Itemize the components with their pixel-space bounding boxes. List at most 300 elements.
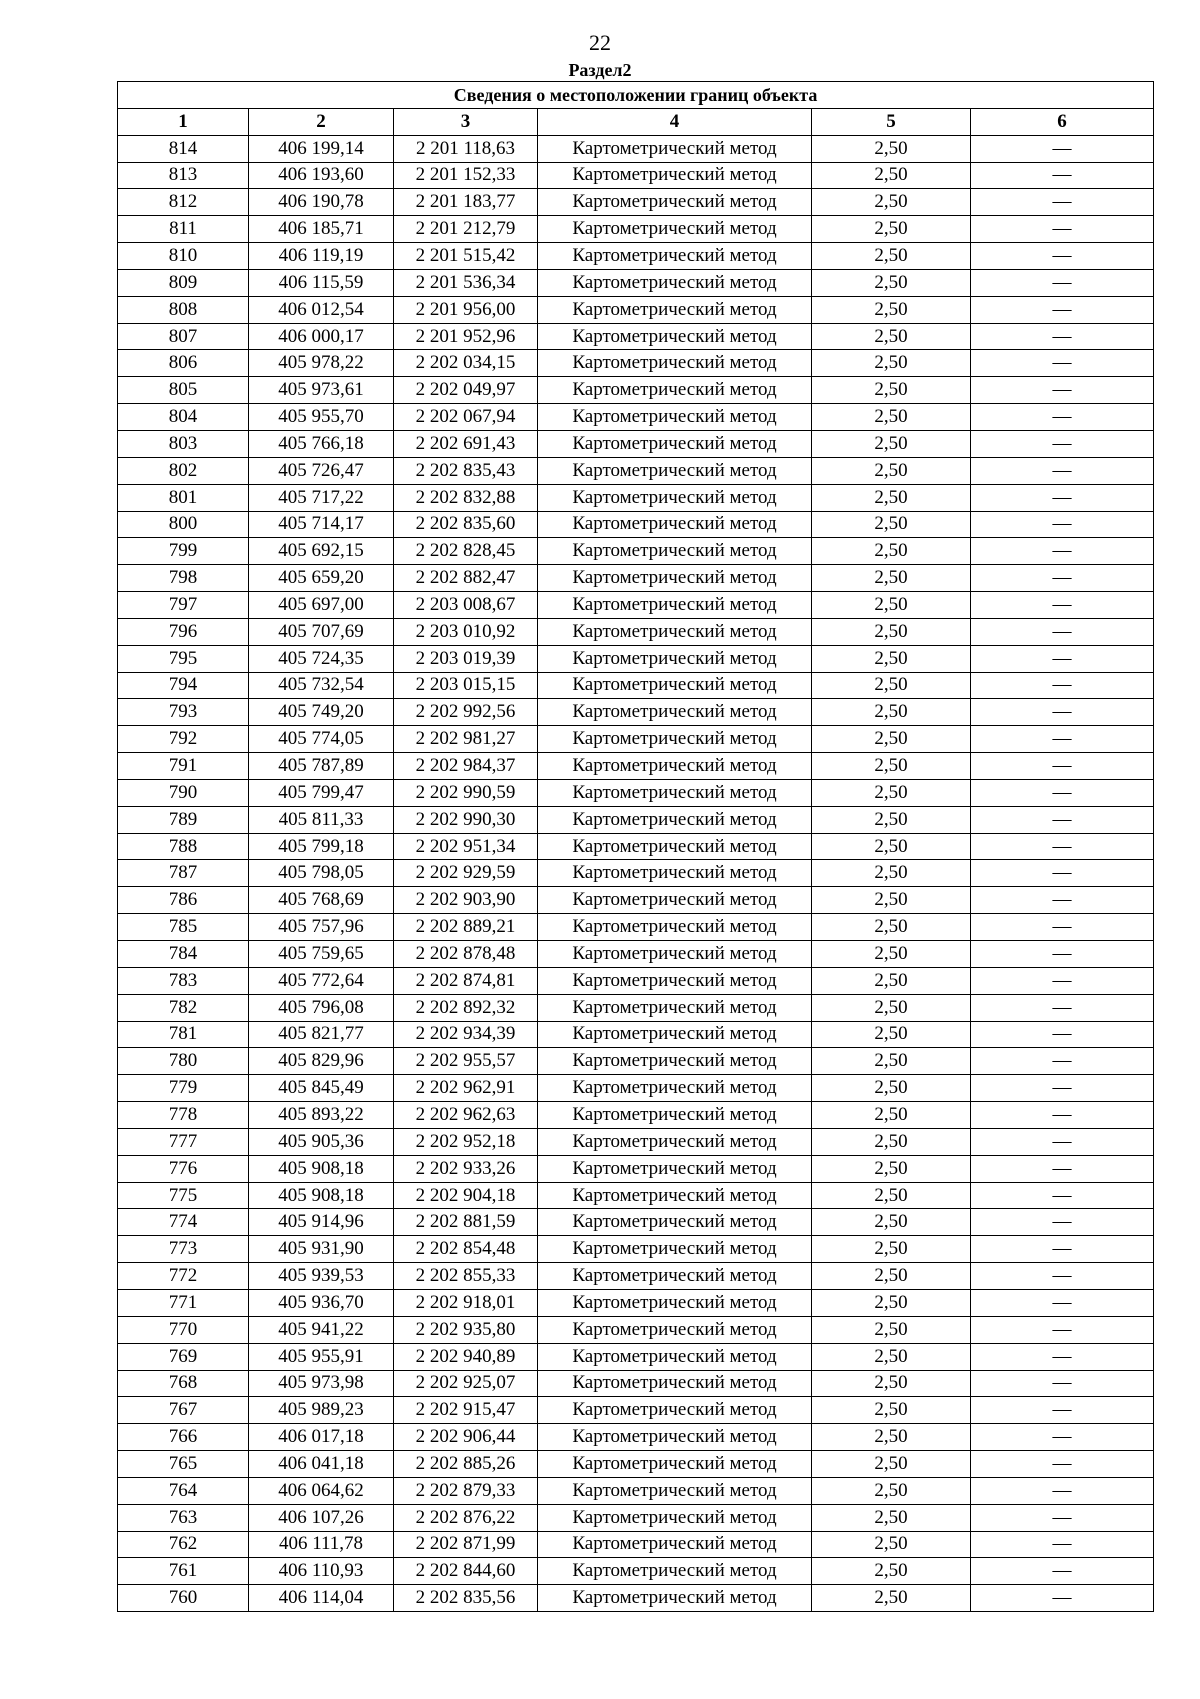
table-row [118, 699, 1154, 726]
method-cell: Картометрический метод [538, 484, 812, 511]
accuracy-cell: 2,50 [812, 645, 971, 672]
y-coordinate-cell: 2 202 906,44 [394, 1424, 538, 1451]
accuracy-cell: 2,50 [812, 243, 971, 270]
y-coordinate-cell: 2 202 981,27 [394, 726, 538, 753]
table-row [118, 941, 1154, 968]
y-coordinate-cell: 2 202 879,33 [394, 1477, 538, 1504]
x-coordinate-cell: 406 012,54 [249, 296, 394, 323]
y-coordinate-cell: 2 202 835,43 [394, 457, 538, 484]
column-header: 5 [812, 108, 971, 135]
y-coordinate-cell: 2 201 536,34 [394, 269, 538, 296]
y-coordinate-cell: 2 202 691,43 [394, 430, 538, 457]
description-cell: — [971, 538, 1154, 565]
description-cell: — [971, 833, 1154, 860]
y-coordinate-cell: 2 203 019,39 [394, 645, 538, 672]
x-coordinate-cell: 405 893,22 [249, 1102, 394, 1129]
y-coordinate-cell: 2 201 515,42 [394, 243, 538, 270]
table-row [118, 1048, 1154, 1075]
point-number-cell: 776 [118, 1155, 249, 1182]
table-row [118, 565, 1154, 592]
accuracy-cell: 2,50 [812, 1209, 971, 1236]
x-coordinate-cell: 405 732,54 [249, 672, 394, 699]
table-row [118, 1477, 1154, 1504]
accuracy-cell: 2,50 [812, 1075, 971, 1102]
accuracy-cell: 2,50 [812, 1289, 971, 1316]
method-cell: Картометрический метод [538, 511, 812, 538]
description-cell: — [971, 699, 1154, 726]
method-cell: Картометрический метод [538, 1128, 812, 1155]
point-number-cell: 784 [118, 941, 249, 968]
x-coordinate-cell: 405 774,05 [249, 726, 394, 753]
point-number-cell: 789 [118, 806, 249, 833]
point-number-cell: 778 [118, 1102, 249, 1129]
table-row [118, 377, 1154, 404]
method-cell: Картометрический метод [538, 1289, 812, 1316]
method-cell: Картометрический метод [538, 565, 812, 592]
accuracy-cell: 2,50 [812, 484, 971, 511]
point-number-cell: 787 [118, 860, 249, 887]
x-coordinate-cell: 405 989,23 [249, 1397, 394, 1424]
x-coordinate-cell: 405 941,22 [249, 1316, 394, 1343]
description-cell: — [971, 296, 1154, 323]
y-coordinate-cell: 2 201 118,63 [394, 135, 538, 162]
accuracy-cell: 2,50 [812, 1451, 971, 1478]
column-header: 1 [118, 108, 249, 135]
y-coordinate-cell: 2 202 984,37 [394, 753, 538, 780]
x-coordinate-cell: 405 955,91 [249, 1343, 394, 1370]
table-row [118, 1424, 1154, 1451]
description-cell: — [971, 779, 1154, 806]
point-number-cell: 764 [118, 1477, 249, 1504]
method-cell: Картометрический метод [538, 1075, 812, 1102]
method-cell: Картометрический метод [538, 1558, 812, 1585]
description-cell: — [971, 189, 1154, 216]
description-cell: — [971, 1102, 1154, 1129]
x-coordinate-cell: 405 798,05 [249, 860, 394, 887]
method-cell: Картометрический метод [538, 162, 812, 189]
x-coordinate-cell: 405 973,98 [249, 1370, 394, 1397]
x-coordinate-cell: 405 978,22 [249, 350, 394, 377]
method-cell: Картометрический метод [538, 377, 812, 404]
method-cell: Картометрический метод [538, 1182, 812, 1209]
description-cell: — [971, 457, 1154, 484]
accuracy-cell: 2,50 [812, 162, 971, 189]
method-cell: Картометрический метод [538, 833, 812, 860]
x-coordinate-cell: 405 829,96 [249, 1048, 394, 1075]
table-row [118, 1316, 1154, 1343]
table-row [118, 189, 1154, 216]
point-number-cell: 768 [118, 1370, 249, 1397]
description-cell: — [971, 1021, 1154, 1048]
table-row [118, 1155, 1154, 1182]
method-cell: Картометрический метод [538, 753, 812, 780]
x-coordinate-cell: 405 845,49 [249, 1075, 394, 1102]
method-cell: Картометрический метод [538, 538, 812, 565]
x-coordinate-cell: 405 936,70 [249, 1289, 394, 1316]
description-cell: — [971, 618, 1154, 645]
x-coordinate-cell: 406 000,17 [249, 323, 394, 350]
point-number-cell: 804 [118, 404, 249, 431]
y-coordinate-cell: 2 201 212,79 [394, 216, 538, 243]
table-row [118, 860, 1154, 887]
table-row [118, 1128, 1154, 1155]
description-cell: — [971, 753, 1154, 780]
table-row [118, 914, 1154, 941]
method-cell: Картометрический метод [538, 592, 812, 619]
description-cell: — [971, 994, 1154, 1021]
table-row [118, 672, 1154, 699]
description-cell: — [971, 1451, 1154, 1478]
x-coordinate-cell: 405 692,15 [249, 538, 394, 565]
y-coordinate-cell: 2 202 889,21 [394, 914, 538, 941]
method-cell: Картометрический метод [538, 1263, 812, 1290]
point-number-cell: 767 [118, 1397, 249, 1424]
method-cell: Картометрический метод [538, 967, 812, 994]
point-number-cell: 802 [118, 457, 249, 484]
x-coordinate-cell: 405 914,96 [249, 1209, 394, 1236]
accuracy-cell: 2,50 [812, 1424, 971, 1451]
description-cell: — [971, 1370, 1154, 1397]
accuracy-cell: 2,50 [812, 1128, 971, 1155]
x-coordinate-cell: 405 759,65 [249, 941, 394, 968]
point-number-cell: 808 [118, 296, 249, 323]
page-number: 22 [589, 30, 611, 55]
accuracy-cell: 2,50 [812, 994, 971, 1021]
point-number-cell: 813 [118, 162, 249, 189]
x-coordinate-cell: 405 908,18 [249, 1155, 394, 1182]
point-number-cell: 763 [118, 1504, 249, 1531]
accuracy-cell: 2,50 [812, 726, 971, 753]
y-coordinate-cell: 2 202 904,18 [394, 1182, 538, 1209]
table-row [118, 538, 1154, 565]
point-number-cell: 773 [118, 1236, 249, 1263]
description-cell: — [971, 1236, 1154, 1263]
table-row [118, 833, 1154, 860]
point-number-cell: 777 [118, 1128, 249, 1155]
point-number-cell: 792 [118, 726, 249, 753]
accuracy-cell: 2,50 [812, 404, 971, 431]
method-cell: Картометрический метод [538, 779, 812, 806]
y-coordinate-cell: 2 202 882,47 [394, 565, 538, 592]
point-number-cell: 760 [118, 1585, 249, 1612]
accuracy-cell: 2,50 [812, 592, 971, 619]
point-number-cell: 762 [118, 1531, 249, 1558]
point-number-cell: 796 [118, 618, 249, 645]
description-cell: — [971, 1263, 1154, 1290]
y-coordinate-cell: 2 202 049,97 [394, 377, 538, 404]
accuracy-cell: 2,50 [812, 1155, 971, 1182]
point-number-cell: 803 [118, 430, 249, 457]
accuracy-cell: 2,50 [812, 779, 971, 806]
y-coordinate-cell: 2 202 878,48 [394, 941, 538, 968]
accuracy-cell: 2,50 [812, 1316, 971, 1343]
table-row [118, 1236, 1154, 1263]
method-cell: Картометрический метод [538, 1102, 812, 1129]
method-cell: Картометрический метод [538, 430, 812, 457]
x-coordinate-cell: 406 199,14 [249, 135, 394, 162]
table-row [118, 1397, 1154, 1424]
method-cell: Картометрический метод [538, 323, 812, 350]
method-cell: Картометрический метод [538, 699, 812, 726]
method-cell: Картометрический метод [538, 1585, 812, 1612]
y-coordinate-cell: 2 202 892,32 [394, 994, 538, 1021]
description-cell: — [971, 135, 1154, 162]
method-cell: Картометрический метод [538, 994, 812, 1021]
x-coordinate-cell: 406 119,19 [249, 243, 394, 270]
accuracy-cell: 2,50 [812, 1477, 971, 1504]
table-row [118, 457, 1154, 484]
point-number-cell: 810 [118, 243, 249, 270]
x-coordinate-cell: 405 697,00 [249, 592, 394, 619]
method-cell: Картометрический метод [538, 672, 812, 699]
table-row [118, 404, 1154, 431]
y-coordinate-cell: 2 203 010,92 [394, 618, 538, 645]
description-cell: — [971, 1155, 1154, 1182]
table-row [118, 1531, 1154, 1558]
accuracy-cell: 2,50 [812, 538, 971, 565]
y-coordinate-cell: 2 202 935,80 [394, 1316, 538, 1343]
x-coordinate-cell: 405 931,90 [249, 1236, 394, 1263]
y-coordinate-cell: 2 202 855,33 [394, 1263, 538, 1290]
accuracy-cell: 2,50 [812, 135, 971, 162]
method-cell: Картометрический метод [538, 1155, 812, 1182]
point-number-cell: 771 [118, 1289, 249, 1316]
description-cell: — [971, 1504, 1154, 1531]
point-number-cell: 807 [118, 323, 249, 350]
accuracy-cell: 2,50 [812, 699, 971, 726]
point-number-cell: 779 [118, 1075, 249, 1102]
table-row [118, 618, 1154, 645]
point-number-cell: 781 [118, 1021, 249, 1048]
description-cell: — [971, 1585, 1154, 1612]
table-row [118, 1182, 1154, 1209]
table-row [118, 1504, 1154, 1531]
section-title: Раздел2 [568, 60, 632, 80]
table-row [118, 430, 1154, 457]
x-coordinate-cell: 405 796,08 [249, 994, 394, 1021]
method-cell: Картометрический метод [538, 1048, 812, 1075]
point-number-cell: 799 [118, 538, 249, 565]
description-cell: — [971, 323, 1154, 350]
x-coordinate-cell: 405 757,96 [249, 914, 394, 941]
table-row [118, 269, 1154, 296]
table-row [118, 887, 1154, 914]
x-coordinate-cell: 405 749,20 [249, 699, 394, 726]
accuracy-cell: 2,50 [812, 511, 971, 538]
point-number-cell: 809 [118, 269, 249, 296]
method-cell: Картометрический метод [538, 1316, 812, 1343]
y-coordinate-cell: 2 202 915,47 [394, 1397, 538, 1424]
x-coordinate-cell: 405 908,18 [249, 1182, 394, 1209]
x-coordinate-cell: 405 707,69 [249, 618, 394, 645]
accuracy-cell: 2,50 [812, 216, 971, 243]
y-coordinate-cell: 2 202 933,26 [394, 1155, 538, 1182]
point-number-cell: 765 [118, 1451, 249, 1478]
y-coordinate-cell: 2 201 952,96 [394, 323, 538, 350]
x-coordinate-cell: 405 659,20 [249, 565, 394, 592]
accuracy-cell: 2,50 [812, 887, 971, 914]
accuracy-cell: 2,50 [812, 833, 971, 860]
method-cell: Картометрический метод [538, 1236, 812, 1263]
column-number-row [118, 108, 1154, 135]
description-cell: — [971, 1075, 1154, 1102]
x-coordinate-cell: 406 193,60 [249, 162, 394, 189]
description-cell: — [971, 967, 1154, 994]
description-cell: — [971, 1343, 1154, 1370]
x-coordinate-cell: 405 724,35 [249, 645, 394, 672]
description-cell: — [971, 1182, 1154, 1209]
x-coordinate-cell: 406 017,18 [249, 1424, 394, 1451]
method-cell: Картометрический метод [538, 860, 812, 887]
y-coordinate-cell: 2 202 844,60 [394, 1558, 538, 1585]
table-row [118, 296, 1154, 323]
method-cell: Картометрический метод [538, 1531, 812, 1558]
y-coordinate-cell: 2 202 835,60 [394, 511, 538, 538]
accuracy-cell: 2,50 [812, 1370, 971, 1397]
point-number-cell: 788 [118, 833, 249, 860]
table-row [118, 1102, 1154, 1129]
y-coordinate-cell: 2 202 832,88 [394, 484, 538, 511]
point-number-cell: 769 [118, 1343, 249, 1370]
description-cell: — [971, 887, 1154, 914]
column-header: 6 [971, 108, 1154, 135]
table-row [118, 1558, 1154, 1585]
accuracy-cell: 2,50 [812, 296, 971, 323]
y-coordinate-cell: 2 202 034,15 [394, 350, 538, 377]
description-cell: — [971, 860, 1154, 887]
table-row [118, 1209, 1154, 1236]
description-cell: — [971, 726, 1154, 753]
method-cell: Картометрический метод [538, 269, 812, 296]
point-number-cell: 793 [118, 699, 249, 726]
table-row [118, 1343, 1154, 1370]
accuracy-cell: 2,50 [812, 350, 971, 377]
method-cell: Картометрический метод [538, 1424, 812, 1451]
point-number-cell: 772 [118, 1263, 249, 1290]
x-coordinate-cell: 405 821,77 [249, 1021, 394, 1048]
point-number-cell: 761 [118, 1558, 249, 1585]
table-row [118, 162, 1154, 189]
method-cell: Картометрический метод [538, 1021, 812, 1048]
method-cell: Картометрический метод [538, 1343, 812, 1370]
description-cell: — [971, 162, 1154, 189]
accuracy-cell: 2,50 [812, 457, 971, 484]
boundary-coordinates-table [117, 81, 1154, 1612]
table-row [118, 592, 1154, 619]
table-row [118, 753, 1154, 780]
method-cell: Картометрический метод [538, 350, 812, 377]
y-coordinate-cell: 2 202 918,01 [394, 1289, 538, 1316]
description-cell: — [971, 484, 1154, 511]
x-coordinate-cell: 405 714,17 [249, 511, 394, 538]
y-coordinate-cell: 2 202 828,45 [394, 538, 538, 565]
point-number-cell: 812 [118, 189, 249, 216]
description-cell: — [971, 672, 1154, 699]
point-number-cell: 811 [118, 216, 249, 243]
x-coordinate-cell: 406 107,26 [249, 1504, 394, 1531]
description-cell: — [971, 243, 1154, 270]
method-cell: Картометрический метод [538, 296, 812, 323]
description-cell: — [971, 645, 1154, 672]
description-cell: — [971, 1558, 1154, 1585]
x-coordinate-cell: 405 787,89 [249, 753, 394, 780]
description-cell: — [971, 511, 1154, 538]
x-coordinate-cell: 405 955,70 [249, 404, 394, 431]
accuracy-cell: 2,50 [812, 1048, 971, 1075]
description-cell: — [971, 430, 1154, 457]
point-number-cell: 794 [118, 672, 249, 699]
x-coordinate-cell: 405 799,47 [249, 779, 394, 806]
table-row [118, 806, 1154, 833]
x-coordinate-cell: 406 064,62 [249, 1477, 394, 1504]
x-coordinate-cell: 405 772,64 [249, 967, 394, 994]
description-cell: — [971, 404, 1154, 431]
accuracy-cell: 2,50 [812, 941, 971, 968]
point-number-cell: 805 [118, 377, 249, 404]
point-number-cell: 814 [118, 135, 249, 162]
accuracy-cell: 2,50 [812, 430, 971, 457]
point-number-cell: 800 [118, 511, 249, 538]
table-row [118, 994, 1154, 1021]
table-row [118, 1451, 1154, 1478]
description-cell: — [971, 1477, 1154, 1504]
description-cell: — [971, 350, 1154, 377]
point-number-cell: 798 [118, 565, 249, 592]
method-cell: Картометрический метод [538, 645, 812, 672]
y-coordinate-cell: 2 202 903,90 [394, 887, 538, 914]
column-header: 4 [538, 108, 812, 135]
table-row [118, 135, 1154, 162]
description-cell: — [971, 1048, 1154, 1075]
table-row [118, 243, 1154, 270]
y-coordinate-cell: 2 202 874,81 [394, 967, 538, 994]
column-header: 3 [394, 108, 538, 135]
accuracy-cell: 2,50 [812, 618, 971, 645]
point-number-cell: 782 [118, 994, 249, 1021]
x-coordinate-cell: 405 973,61 [249, 377, 394, 404]
point-number-cell: 774 [118, 1209, 249, 1236]
description-cell: — [971, 269, 1154, 296]
accuracy-cell: 2,50 [812, 672, 971, 699]
description-cell: — [971, 1424, 1154, 1451]
table-row [118, 645, 1154, 672]
y-coordinate-cell: 2 202 990,59 [394, 779, 538, 806]
y-coordinate-cell: 2 202 835,56 [394, 1585, 538, 1612]
point-number-cell: 780 [118, 1048, 249, 1075]
y-coordinate-cell: 2 202 952,18 [394, 1128, 538, 1155]
y-coordinate-cell: 2 202 951,34 [394, 833, 538, 860]
y-coordinate-cell: 2 203 008,67 [394, 592, 538, 619]
x-coordinate-cell: 406 114,04 [249, 1585, 394, 1612]
point-number-cell: 795 [118, 645, 249, 672]
x-coordinate-cell: 405 766,18 [249, 430, 394, 457]
point-number-cell: 786 [118, 887, 249, 914]
description-cell: — [971, 914, 1154, 941]
method-cell: Картометрический метод [538, 941, 812, 968]
method-cell: Картометрический метод [538, 1504, 812, 1531]
y-coordinate-cell: 2 202 876,22 [394, 1504, 538, 1531]
y-coordinate-cell: 2 202 940,89 [394, 1343, 538, 1370]
method-cell: Картометрический метод [538, 404, 812, 431]
method-cell: Картометрический метод [538, 806, 812, 833]
table-caption: Сведения о местоположении границ объекта [118, 82, 1154, 109]
description-cell: — [971, 216, 1154, 243]
description-cell: — [971, 806, 1154, 833]
table-row [118, 726, 1154, 753]
accuracy-cell: 2,50 [812, 806, 971, 833]
description-cell: — [971, 1531, 1154, 1558]
accuracy-cell: 2,50 [812, 1102, 971, 1129]
